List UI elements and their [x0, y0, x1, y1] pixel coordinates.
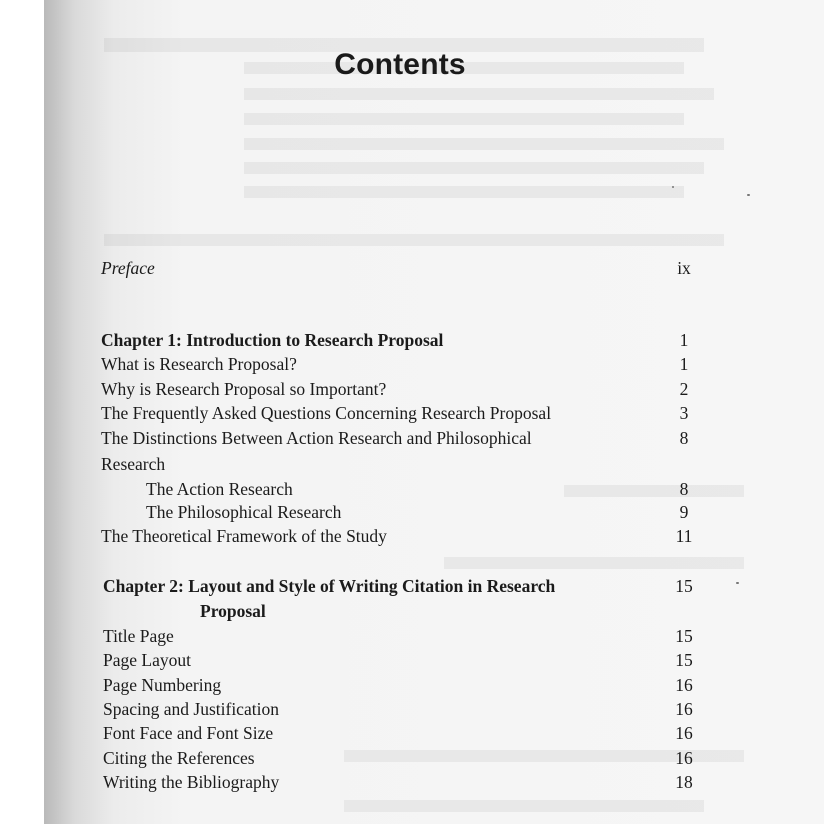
toc-entry-page: 16 [675, 748, 693, 768]
toc-entry-page: 8 [679, 428, 689, 448]
toc-entry-title: Page Numbering [103, 675, 222, 695]
toc-entry-title: Spacing and Justification [103, 699, 279, 719]
toc-entry-title: The Frequently Asked Questions Concerning Research Proposal [101, 403, 552, 423]
toc-entry-page: 1 [679, 354, 689, 374]
toc-entry-page: ix [677, 258, 691, 278]
toc-entry-page: 15 [675, 626, 693, 646]
toc-entry-title: Writing the Bibliography [103, 772, 280, 792]
bleed-through-line [244, 113, 684, 125]
toc-entry-title-continuation: Proposal [200, 601, 266, 621]
toc-entry-page: 16 [675, 723, 693, 743]
bleed-through-line [244, 138, 724, 150]
toc-entry-title: Font Face and Font Size [103, 723, 274, 743]
toc-entry-page: 16 [675, 699, 693, 719]
page-title: Contents [334, 48, 466, 81]
toc-entry-title: Why is Research Proposal so Important? [101, 379, 387, 399]
toc-entry-title: The Theoretical Framework of the Study [101, 526, 387, 546]
bleed-through-line [244, 162, 704, 174]
toc-entry-title: Page Layout [103, 650, 191, 670]
toc-entry-page: 3 [679, 403, 689, 423]
toc-entry-title: Chapter 1: Introduction to Research Proposal [101, 330, 444, 350]
toc-entry-page: 16 [675, 675, 693, 695]
toc-entry-title: Citing the References [103, 748, 255, 768]
toc-entry-title-continuation: Research [101, 454, 166, 474]
scan-speck [736, 582, 739, 584]
toc-entry-page: 15 [675, 576, 693, 596]
toc-entry-page: 1 [679, 330, 689, 350]
toc-entry-page: 11 [675, 526, 693, 546]
bleed-through-line [564, 485, 744, 497]
toc-entry-title: Title Page [103, 626, 174, 646]
scan-speck [672, 186, 674, 188]
toc-entry-page: 18 [675, 772, 693, 792]
toc-entry-page: 2 [679, 379, 689, 399]
toc-entry-title: The Action Research [146, 479, 293, 499]
bleed-through-line [244, 88, 714, 100]
toc-entry-title: Chapter 2: Layout and Style of Writing Citation in Research [103, 576, 556, 596]
scan-speck [747, 194, 750, 196]
bleed-through-line [244, 186, 684, 198]
toc-entry-title: What is Research Proposal? [101, 354, 297, 374]
toc-entry-title: The Distinctions Between Action Research and Philosophical [101, 428, 532, 448]
bleed-through-line [104, 234, 724, 246]
toc-entry-title: The Philosophical Research [146, 502, 342, 522]
toc-entry-page: 15 [675, 650, 693, 670]
bleed-through-line [444, 557, 744, 569]
toc-entry-title: Preface [101, 258, 155, 278]
toc-entry-page: 8 [679, 479, 689, 499]
bleed-through-line [344, 800, 704, 812]
scan-margin [0, 0, 44, 824]
toc-entry-page: 9 [679, 502, 689, 522]
